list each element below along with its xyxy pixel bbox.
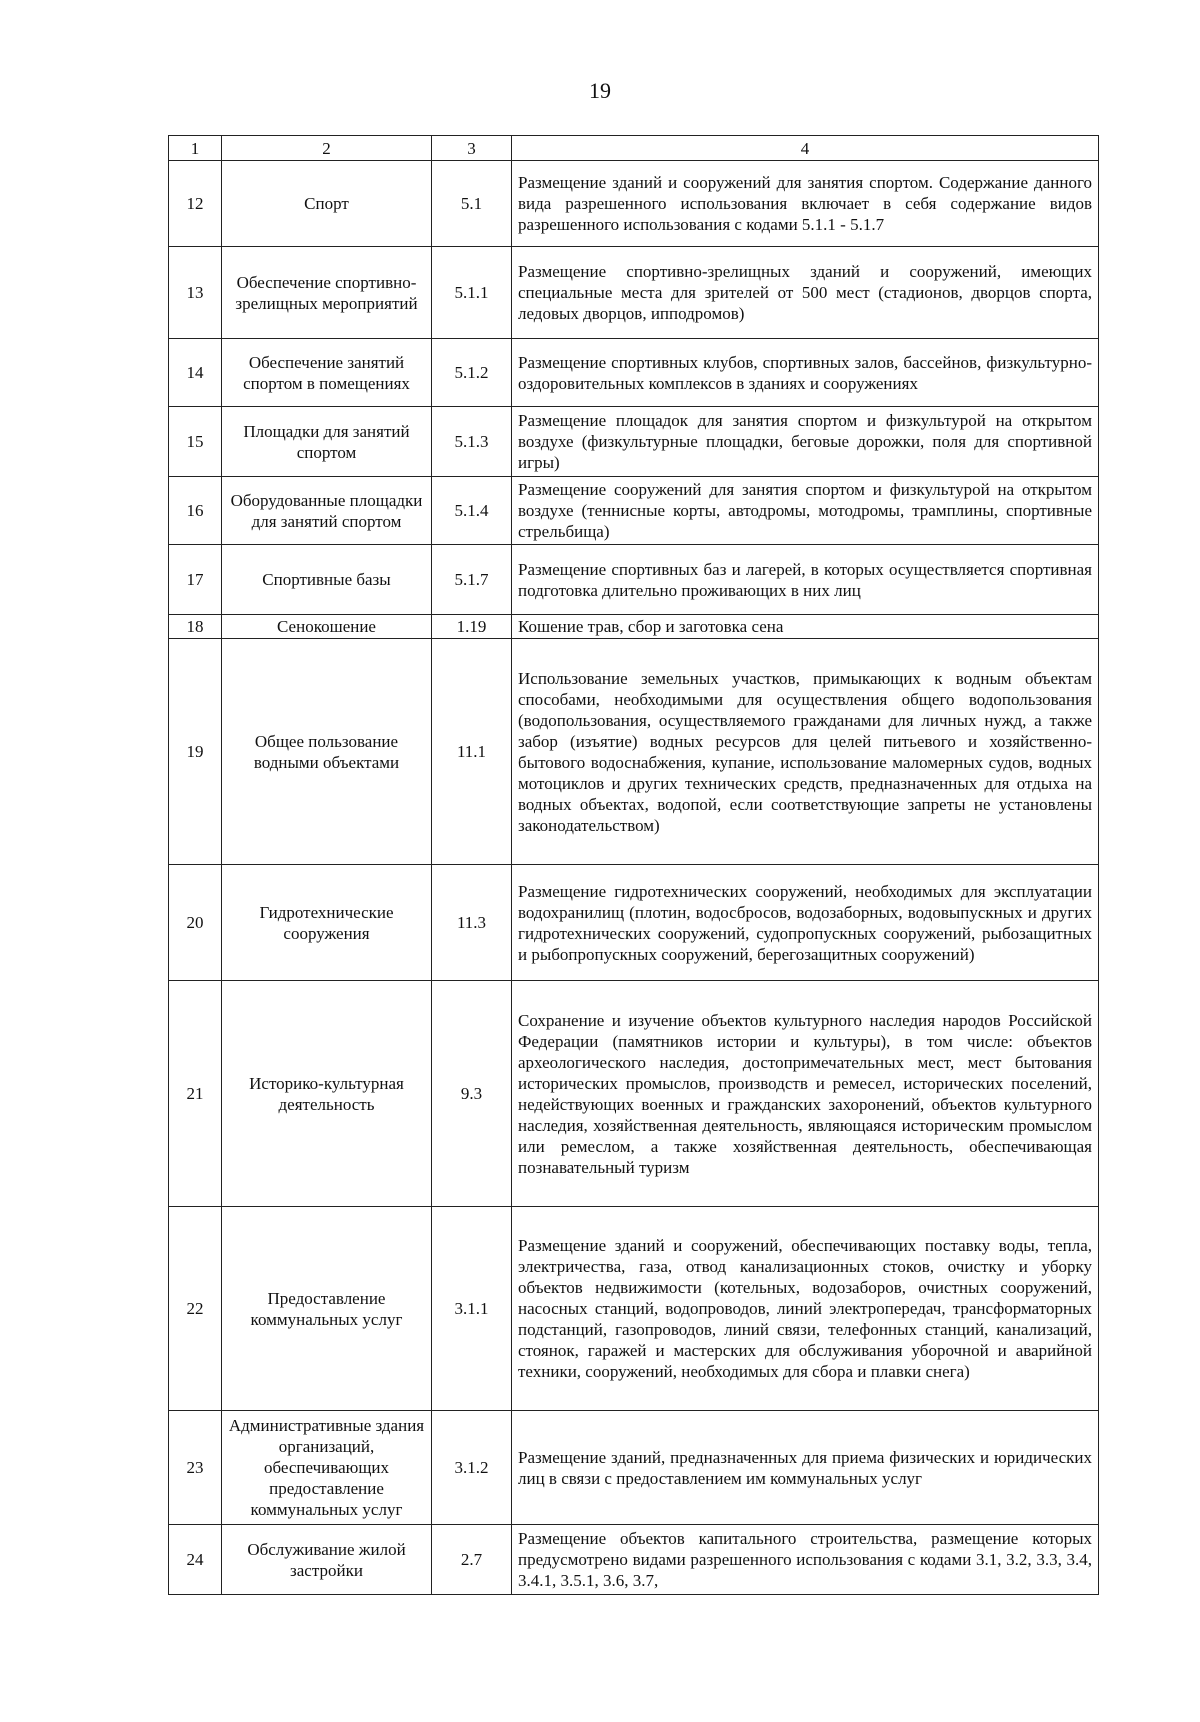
use-type-description: Размещение площадок для занятия спортом и физкультурой на открытом воздухе (физкультурные площадки, беговые дорожки, поля для спортивной игры) (512, 407, 1099, 477)
use-type-code: 5.1.7 (432, 545, 512, 615)
column-header-number: 1 (169, 136, 222, 161)
use-type-description: Использование земельных участков, примыкающих к водным объектам способами, необходимыми для осуществления общего водопользования (водопользования, осуществляемого гражданами для личных нужд, а также забор (изъятие) водных ресурсов для целей питьевого и хозяйственно-бытового водоснабжения, купание, использование маломерных судов, водных мотоциклов и других технических средств, предназначенных для отдыха на водных объектах, водопой, если соответствующие запреты не установлены законодательством) (512, 639, 1099, 865)
use-type-name: Обслуживание жилой застройки (222, 1525, 432, 1595)
use-type-name: Административные здания организаций, обеспечивающих предоставление коммунальных услуг (222, 1411, 432, 1525)
use-type-name: Историко-культурная деятельность (222, 981, 432, 1207)
use-type-name: Сенокошение (222, 615, 432, 639)
use-type-code: 5.1.3 (432, 407, 512, 477)
use-type-description: Размещение зданий и сооружений для занятия спортом. Содержание данного вида разрешенного использования включает в себя содержание видов разрешенного использования с кодами 5.1.1 - 5.1.7 (512, 161, 1099, 247)
land-use-table (168, 135, 1099, 1595)
table-row (169, 639, 1099, 865)
row-number: 14 (169, 339, 222, 407)
use-type-code: 5.1.4 (432, 477, 512, 545)
use-type-description: Кошение трав, сбор и заготовка сена (512, 615, 1099, 639)
use-type-description: Размещение гидротехнических сооружений, необходимых для эксплуатации водохранилищ (плотин, водосбросов, водозаборных, водовыпускных и других гидротехнических сооружений, судопропускных сооружений, рыбозащитных и рыбопропускных сооружений, берегозащитных сооружений) (512, 865, 1099, 981)
use-type-code: 5.1.2 (432, 339, 512, 407)
use-type-description: Размещение объектов капитального строительства, размещение которых предусмотрено видами разрешенного использования с кодами 3.1, 3.2, 3.3, 3.4, 3.4.1, 3.5.1, 3.6, 3.7, (512, 1525, 1099, 1595)
use-type-description: Размещение спортивно-зрелищных зданий и сооружений, имеющих специальные места для зрителей от 500 мест (стадионов, дворцов спорта, ледовых дворцов, ипподромов) (512, 247, 1099, 339)
row-number: 18 (169, 615, 222, 639)
use-type-code: 3.1.2 (432, 1411, 512, 1525)
use-type-name: Оборудованные площадки для занятий спортом (222, 477, 432, 545)
use-type-code: 1.19 (432, 615, 512, 639)
table-header-row (169, 136, 1099, 161)
table-row (169, 1525, 1099, 1595)
use-type-name: Общее пользование водными объектами (222, 639, 432, 865)
use-type-name: Предоставление коммунальных услуг (222, 1207, 432, 1411)
table-row (169, 477, 1099, 545)
table-row (169, 545, 1099, 615)
row-number: 19 (169, 639, 222, 865)
row-number: 24 (169, 1525, 222, 1595)
use-type-name: Спорт (222, 161, 432, 247)
column-header-description: 4 (512, 136, 1099, 161)
row-number: 12 (169, 161, 222, 247)
use-type-description: Сохранение и изучение объектов культурного наследия народов Российской Федерации (памятников истории и культуры), в том числе: объектов археологического наследия, достопримечательных мест, мест бытования исторических промыслов, производств и ремесел, исторических поселений, недействующих военных и гражданских захоронений, объектов культурного наследия, хозяйственная деятельность, являющаяся историческим промыслом или ремеслом, а также хозяйственная деятельность, обеспечивающая познавательный туризм (512, 981, 1099, 1207)
use-type-code: 2.7 (432, 1525, 512, 1595)
use-type-code: 9.3 (432, 981, 512, 1207)
column-header-code: 3 (432, 136, 512, 161)
table-row (169, 865, 1099, 981)
table-row (169, 161, 1099, 247)
table-row (169, 1411, 1099, 1525)
column-header-name: 2 (222, 136, 432, 161)
table-row (169, 615, 1099, 639)
row-number: 17 (169, 545, 222, 615)
row-number: 13 (169, 247, 222, 339)
row-number: 20 (169, 865, 222, 981)
table-row (169, 1207, 1099, 1411)
table-row (169, 247, 1099, 339)
use-type-code: 11.1 (432, 639, 512, 865)
use-type-name: Обеспечение спортивно-зрелищных мероприятий (222, 247, 432, 339)
row-number: 15 (169, 407, 222, 477)
use-type-code: 3.1.1 (432, 1207, 512, 1411)
row-number: 21 (169, 981, 222, 1207)
use-type-code: 5.1.1 (432, 247, 512, 339)
use-type-name: Гидротехнические сооружения (222, 865, 432, 981)
use-type-description: Размещение зданий и сооружений, обеспечивающих поставку воды, тепла, электричества, газа, отвод канализационных стоков, очистку и уборку объектов недвижимости (котельных, водозаборов, очистных сооружений, насосных станций, водопроводов, линий электропередач, трансформаторных подстанций, газопроводов, линий связи, телефонных станций, канализаций, стоянок, гаражей и мастерских для обслуживания уборочной и аварийной техники, сооружений, необходимых для сбора и плавки снега) (512, 1207, 1099, 1411)
use-type-description: Размещение спортивных клубов, спортивных залов, бассейнов, физкультурно-оздоровительных комплексов в зданиях и сооружениях (512, 339, 1099, 407)
page-number: 19 (589, 78, 611, 103)
use-type-name: Обеспечение занятий спортом в помещениях (222, 339, 432, 407)
use-type-description: Размещение сооружений для занятия спортом и физкультурой на открытом воздухе (теннисные корты, автодромы, мотодромы, трамплины, спортивные стрельбища) (512, 477, 1099, 545)
use-type-code: 11.3 (432, 865, 512, 981)
use-type-description: Размещение спортивных баз и лагерей, в которых осуществляется спортивная подготовка длительно проживающих в них лиц (512, 545, 1099, 615)
row-number: 23 (169, 1411, 222, 1525)
use-type-name: Площадки для занятий спортом (222, 407, 432, 477)
table-row (169, 407, 1099, 477)
row-number: 22 (169, 1207, 222, 1411)
use-type-code: 5.1 (432, 161, 512, 247)
table-row (169, 339, 1099, 407)
table-row (169, 981, 1099, 1207)
use-type-description: Размещение зданий, предназначенных для приема физических и юридических лиц в связи с предоставлением им коммунальных услуг (512, 1411, 1099, 1525)
use-type-name: Спортивные базы (222, 545, 432, 615)
row-number: 16 (169, 477, 222, 545)
